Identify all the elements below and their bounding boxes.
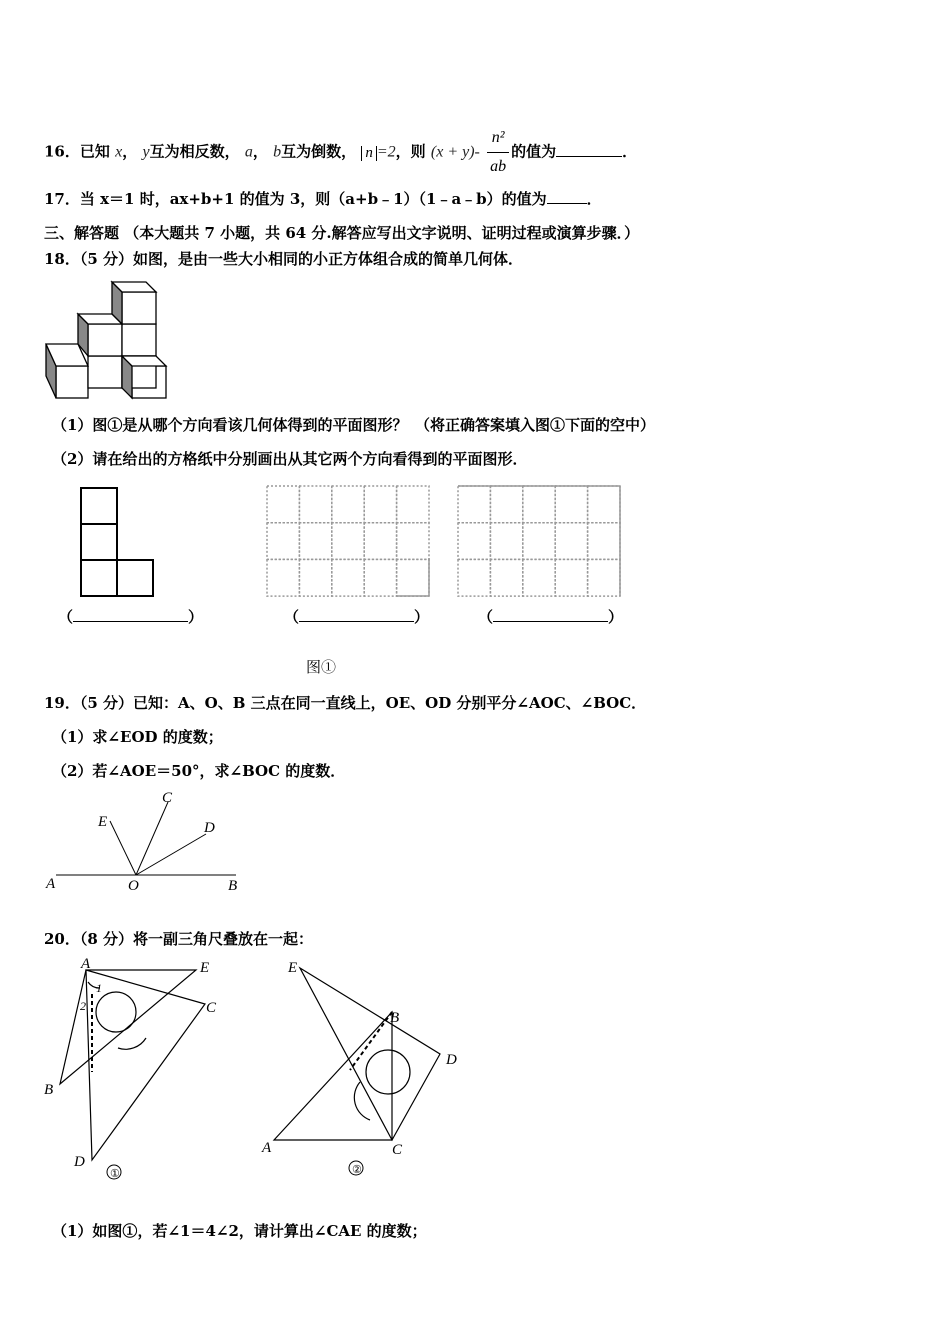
cube-front-2 xyxy=(88,356,122,388)
q18-sub2-text: （2）请在给出的方格纸中分别画出从其它两个方向看得到的平面图形． xyxy=(52,450,528,468)
fig2-caption: ② xyxy=(352,1164,362,1176)
q20-stem-text: 20．（8 分）将一副三角尺叠放在一起： xyxy=(44,930,314,948)
grid-cell[interactable] xyxy=(364,486,396,523)
q19-sub1 xyxy=(52,726,223,747)
q19-stem xyxy=(44,692,646,713)
grid-cell[interactable] xyxy=(458,523,490,560)
view-square-3 xyxy=(81,560,117,596)
grid-cell[interactable] xyxy=(490,486,522,523)
grid-cell[interactable] xyxy=(332,523,364,560)
angle-figure xyxy=(44,788,254,898)
answer-paren-1 xyxy=(58,606,203,627)
paren-close: ） xyxy=(608,608,624,626)
grid-cell[interactable] xyxy=(490,559,522,596)
ray-OC xyxy=(136,802,168,875)
q16-value-is: 的值为 xyxy=(511,142,557,161)
fig2-label-D: D xyxy=(446,1052,457,1068)
grid-cell[interactable] xyxy=(458,559,490,596)
grid-cell[interactable] xyxy=(299,486,331,523)
grid-cell[interactable] xyxy=(588,559,620,596)
grid-cell[interactable] xyxy=(490,523,522,560)
q16-line xyxy=(44,124,637,181)
answer-blank-view-3[interactable] xyxy=(493,621,608,622)
label-D: D xyxy=(204,820,215,836)
grid-cell[interactable] xyxy=(555,559,587,596)
q16-known: 已知 xyxy=(79,142,110,161)
grid-cell[interactable] xyxy=(523,559,555,596)
label-A: A xyxy=(46,876,56,892)
cube-front-4 xyxy=(88,324,122,356)
var-y: y xyxy=(142,143,150,161)
hole-arc-1 xyxy=(118,1038,146,1049)
ray-OD xyxy=(136,834,206,875)
paren-close: ） xyxy=(188,608,204,626)
q18-stem xyxy=(44,248,523,269)
q18-stem-text: 18．（5 分）如图，是由一些大小相同的小正方体组合成的简单几何体． xyxy=(44,250,524,268)
section-header xyxy=(44,222,639,243)
cube-front-1 xyxy=(56,366,88,398)
q20-stem xyxy=(44,928,313,949)
fig1-label-B: B xyxy=(44,1082,54,1098)
grid-cell[interactable] xyxy=(588,486,620,523)
q16-number: 16． xyxy=(44,142,80,161)
grid-cell[interactable] xyxy=(458,486,490,523)
q16-comma2: ， xyxy=(252,142,268,161)
q16-reciprocal: 互为倒数， xyxy=(281,142,357,161)
q19-sub1-text: （1）求∠EOD 的度数； xyxy=(52,728,223,746)
q18-sub1-text: （1）图①是从哪个方向看该几何体得到的平面图形？ （将正确答案填入图①下面的空中） xyxy=(52,416,655,434)
paren-close: ） xyxy=(414,608,430,626)
hole-circle-1 xyxy=(96,992,136,1032)
fig2-label-B: B xyxy=(390,1010,400,1026)
grid-cell[interactable] xyxy=(299,559,331,596)
q16-expression: (x + y)- xyxy=(430,143,480,161)
fig1-label-E: E xyxy=(200,960,210,976)
q20-sub1 xyxy=(52,1220,427,1241)
cube-front-6 xyxy=(122,292,156,324)
answer-paren-2 xyxy=(284,606,429,627)
fraction-denominator: ab xyxy=(490,158,507,175)
cube-front-5 xyxy=(122,324,156,356)
cube-solid-figure xyxy=(44,278,174,403)
grid-cell[interactable] xyxy=(588,523,620,560)
label-E: E xyxy=(98,814,108,830)
q19-sub2 xyxy=(52,760,345,781)
q20-sub1-text: （1）如图①，若∠1＝4∠2，请计算出∠CAE 的度数； xyxy=(52,1222,427,1240)
q16-opposite: 互为相反数， xyxy=(149,142,240,161)
grid-cell[interactable] xyxy=(332,559,364,596)
set-square-1 xyxy=(60,970,196,1084)
grid-cell[interactable] xyxy=(299,523,331,560)
dashed-edge-2 xyxy=(350,1012,392,1070)
answer-blank-17[interactable] xyxy=(547,203,587,204)
q17-text: 17．当 x＝1 时，ax+b+1 的值为 3，则（a+b﹣1）（1﹣a﹣b）的值为 xyxy=(44,190,547,208)
answer-blank-16[interactable] xyxy=(556,156,622,157)
label-O: O xyxy=(128,878,139,894)
triangle-figure-2 xyxy=(260,958,470,1178)
grid-cell[interactable] xyxy=(364,523,396,560)
fig1-label-C: C xyxy=(206,1000,217,1016)
triangle-figure-1 xyxy=(40,954,240,1184)
view-square-4 xyxy=(117,560,153,596)
fraction-numerator: n² xyxy=(487,124,509,153)
set-square-2 xyxy=(86,970,205,1160)
figure-caption-text: 图① xyxy=(306,658,337,676)
grid-cell[interactable] xyxy=(364,559,396,596)
q19-stem-text: 19．（5 分）已知：A、O、B 三点在同一直线上，OE、OD 分别平分∠AOC、∠BOC． xyxy=(44,694,647,712)
set-square-4 xyxy=(274,1012,392,1140)
fig2-label-E: E xyxy=(288,960,298,976)
hole-circle-2 xyxy=(366,1050,410,1094)
paren-open: （ xyxy=(478,608,494,626)
answer-blank-view-1[interactable] xyxy=(73,621,188,622)
ray-OE xyxy=(110,821,136,875)
label-B: B xyxy=(228,878,238,894)
answer-paren-3 xyxy=(478,606,623,627)
grid-cell[interactable] xyxy=(332,486,364,523)
set-square-3 xyxy=(300,968,440,1140)
answer-blank-view-2[interactable] xyxy=(299,621,414,622)
fig2-label-C: C xyxy=(392,1142,403,1158)
hole-arc-2 xyxy=(354,1082,370,1120)
q19-sub2-text: （2）若∠AOE＝50°，求∠BOC 的度数． xyxy=(52,762,346,780)
fig1-angle-1: 1 xyxy=(96,981,102,995)
grid-cell[interactable] xyxy=(555,486,587,523)
fig2-label-A: A xyxy=(262,1140,272,1156)
fig1-label-A: A xyxy=(81,956,91,972)
q16-then: ，则 xyxy=(395,142,426,161)
cube-group xyxy=(46,282,166,398)
abs-n: n xyxy=(361,146,377,161)
q17-end: ． xyxy=(586,190,602,208)
var-a: a xyxy=(244,143,253,161)
section-header-text: 三、解答题 （本大题共 7 小题，共 64 分.解答应写出文字说明、证明过程或演算步骤．） xyxy=(44,224,640,242)
fig1-angle-2: 2 xyxy=(80,999,86,1013)
q17-line xyxy=(44,188,602,209)
q16-comma1: ， xyxy=(122,142,138,161)
abs-eq: =2 xyxy=(376,143,396,161)
grid-cell[interactable] xyxy=(523,523,555,560)
figure-caption-1 xyxy=(306,656,336,677)
grid-cell[interactable] xyxy=(397,486,429,523)
view-square-1 xyxy=(81,488,117,524)
grid-paper-1[interactable] xyxy=(265,484,431,598)
fig1-label-D: D xyxy=(74,1154,85,1170)
grid-cell[interactable] xyxy=(397,559,429,596)
var-b: b xyxy=(273,143,282,161)
grid-cell[interactable] xyxy=(267,559,299,596)
front-view-figure xyxy=(78,486,158,598)
var-x: x xyxy=(115,143,123,161)
paren-open: （ xyxy=(284,608,300,626)
grid-cell[interactable] xyxy=(267,523,299,560)
q18-sub1 xyxy=(52,414,655,435)
view-square-2 xyxy=(81,524,117,560)
grid-cell[interactable] xyxy=(523,486,555,523)
q16-fraction xyxy=(487,124,509,181)
paren-open: （ xyxy=(58,608,74,626)
label-C: C xyxy=(162,790,173,806)
grid-paper-2[interactable] xyxy=(456,484,622,598)
fig1-caption: ① xyxy=(110,1168,120,1180)
grid-cell[interactable] xyxy=(555,523,587,560)
grid-cell[interactable] xyxy=(267,486,299,523)
grid-cell[interactable] xyxy=(397,523,429,560)
q16-end: ． xyxy=(622,142,638,161)
q18-sub2 xyxy=(52,448,527,469)
